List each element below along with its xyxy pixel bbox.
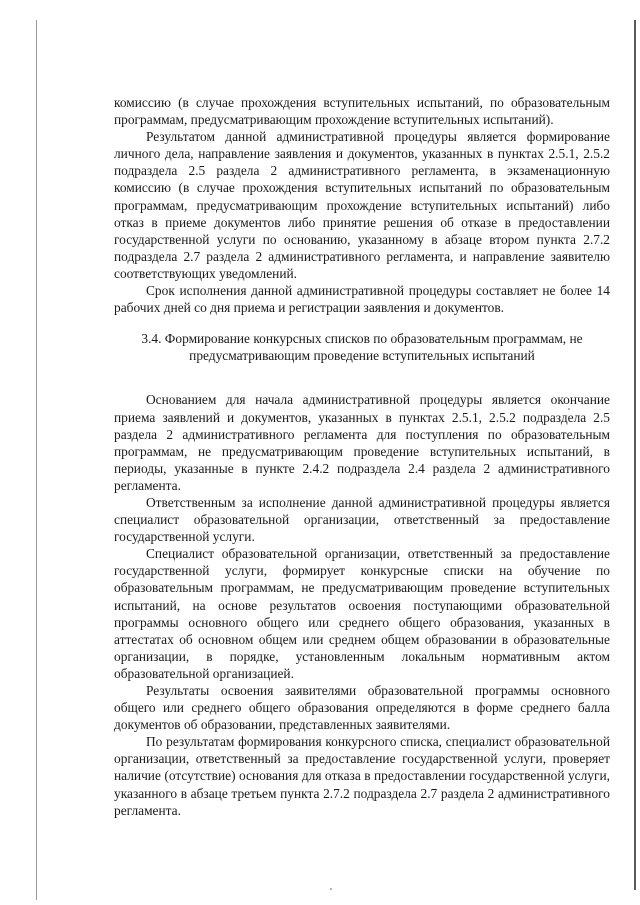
paragraph-procedure-result: Результатом данной административной процедуры является формирование личного дела, направление заявления и документов, указанных в пунктах 2.5.1, 2.5.2 подраздела 2.5 раздела 2 административного регламента, в экзаменационную комиссию (в случае прохождения вступительных испытаний по образовательным программам, предусматривающим прохождение вступительных испытаний) либо отказ в приеме документов либо принятие решения об отказе в предоставлении государственной услуги по основанию, указанному в абзаце втором пункта 2.7.2 подраздела 2.7 раздела 2 административного регламента, и направление заявителю соответствующих уведомлений. bbox=[114, 129, 610, 281]
paragraph-commission-continuation: комиссию (в случае прохождения вступительных испытаний, по образовательным программам, предусматривающим прохождение вступительных испытаний). bbox=[114, 95, 610, 128]
paragraph-competitive-lists: Специалист образовательной организации, ответственный за предоставление государственной услуги, формирует конкурсные списки на обучение по образовательным программам, не предусматривающим проведение вступительных испытаний, на основе результатов освоения поступающими образовательной программы основного общего или среднего общего образования, указанных в аттестатах об основном общем или среднем общем образовании в образовательные организации, в порядке, установленным локальным нормативным актом образовательной организацией. bbox=[114, 546, 610, 681]
scan-speck bbox=[330, 888, 332, 890]
paragraph-procedure-deadline: Срок исполнения данной административной процедуры составляет не более 14 рабочих дней со дня приема и регистрации заявления и документов. bbox=[114, 283, 610, 316]
document-page bbox=[114, 94, 610, 819]
paragraph-refusal-check: По результатам формирования конкурсного списка, специалист образовательной организации, ответственный за предоставление государственной услуги, проверяет наличие (отсутствие) основания для отказа в предоставлении государственной услуги, указанного в абзаце третьем пункта 2.7.2 подраздела 2.7 раздела 2 административного регламента. bbox=[114, 734, 610, 818]
paragraph-responsible-person: Ответственным за исполнение данной административной процедуры является специалист образовательной организации, ответственный за предоставление государственной услуги. bbox=[114, 494, 610, 545]
section-heading: 3.4. Формирование конкурсных списков по образовательным программам, не предусматривающим проведение вступительных испытаний bbox=[141, 331, 583, 364]
paragraph-average-score: Результаты освоения заявителями образовательной программы основного общего или среднего общего образования определяются в форме среднего балла документов об образовании, представленных заявителями. bbox=[114, 683, 610, 733]
paragraph-procedure-basis: Основанием для начала административной процедуры является окончание приема заявлений и документов, указанных в пунктах 2.5.1, 2.5.2 подраздела 2.5 раздела 2 административного регламента для поступления по образовательным программам, не предусматривающим проведение вступительных испытаний, в периоды, указанные в пункте 2.4.2 подраздела 2.4 раздела 2 административного регламента. bbox=[114, 392, 610, 493]
scan-left-margin-line bbox=[36, 20, 37, 900]
scan-right-margin-line bbox=[634, 20, 636, 890]
